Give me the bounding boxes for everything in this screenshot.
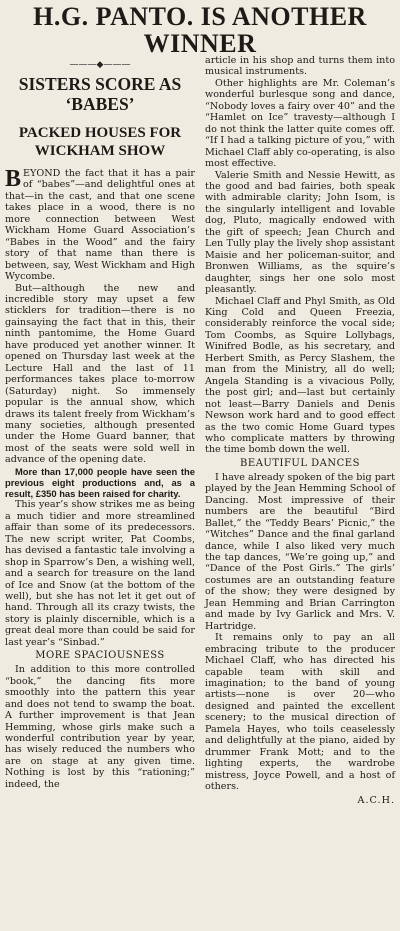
paragraph: Michael Claff and Phyl Smith, as Old King Cold and Queen Freezia, considerably reinforce the vocal side; Tom Coombs, as Squire Lollybags, Winifred Bodle, as his secretary, and Herbert Smith, as Percy Slashem, the man from the Ministry, all do well; Angela Standing is a vivacious Polly, the post girl; and—last but certainly not least—Barry Daniels and Denis Newson work hard and to good effect as the two comic Home Guard types who complicate matters by throwing the time bomb down the well.	[205, 295, 395, 456]
paragraph: In addition to this more controlled “book,” the dancing fits more smoothly into the pattern this year and does not tend to swamp the boat. A further improvement is that Jean Hemming, whose girls make such a wonderful contribution year by year, has wisely reduced the numbers who are on stage at any given time. Nothing is lost by this “rationing;” indeed, the	[5, 664, 195, 790]
ornament-rule: ———◆———	[69, 60, 131, 70]
author-signature: A.C.H.	[357, 794, 395, 806]
headline-line-1: H.G. PANTO. IS ANOTHER	[33, 2, 367, 31]
subhead-sisters: SISTERS SCORE AS ‘BABES’	[18, 74, 182, 114]
paragraph: Other highlights are Mr. Coleman’s wonderful burlesque song and dance, “Nobody loves a fairy over 40” and the “Hamlet on Ice” travesty—although I do not think the latter quite comes off. “If I had a talking picture of you,” with Michael Claff ably co-operating, is also most effective.	[205, 77, 395, 170]
paragraph	[5, 168, 195, 283]
paragraph: It remains only to pay an all embracing tribute to the producer Michael Claff, who has directed his capable team with skill and imagination; to the band of young artists—none is over 20—who designed and painted the excellent scenery; to the musical direction of Pamela Hayes, who toils ceaselessly and delightfully at the piano, aided by drummer Frank Mott; and to the lighting experts, the wardrobe mistress, Joyce Powell, and a host of others.	[205, 632, 395, 793]
paragraph: I have already spoken of the big part played by the Jean Hemming School of Dancing. Most impressive of their numbers are the beautiful “Bird Ballet,” the “Teddy Bears’ Picnic,” the “Witches” Dance and the final garland dance, while I also liked very much the tap dances, “We’re going up,” and “Dance of the Post Girls.” The girls’ costumes are an outstanding feature of the show; they were designed by Jean Hemming and Brian Carrington and made by Ivy Garlick and Mrs. V. Hartridge.	[205, 471, 395, 632]
paragraph: Valerie Smith and Nessie Hewitt, as the good and bad fairies, both speak with admirable clarity; John Isom, is the singularly intelligent and lovable dog, Pluto, magically endowed with the gift of speech; Jean Church and Len Tully play the lively shop assistant Maisie and her policeman-suitor, and Bronwen Williams, as the squire’s daughter, sings her one solo most pleasantly.	[205, 169, 395, 296]
right-column	[205, 55, 395, 806]
paragraph-text: EYOND the fact that it has a pair of “babes”—and delightful ones at that—in the cast, and that one scene takes place in a wood, there is no more connection between West Wickham Home Guard Association’s “Babes in the Wood” and the fairy story of that name than there is between, say, West Wickham and High Wycombe.	[5, 168, 195, 283]
section-heading-spaciousness: MORE SPACIOUSNESS	[35, 650, 165, 662]
paragraph: But—although the new and incredible story may upset a few sticklers for tradition—there is no gainsaying the fact that in this, their ninth pantomime, the Home Guard have produced yet another winner. It opened on Thursday last week at the Lecture Hall and the last of 11 performances takes place to-morrow (Saturday) night. So immensely popular is the annual show, which draws its talent freely from Wickham’s many societies, although presented under the Home Guard banner, that most of the seats were sold well in advance of the opening date.	[5, 282, 195, 466]
paragraph: article in his shop and turns them into musical instruments.	[205, 55, 395, 78]
drop-cap: B	[5, 166, 22, 192]
section-heading-dances: BEAUTIFUL DANCES	[240, 457, 360, 469]
subhead-packed-houses: PACKED HOUSES FOR WICKHAM SHOW	[18, 125, 182, 159]
paragraph: This year’s show strikes me as being a much tidier and more streamlined affair than some of its predecessors. The new script writer, Pat Coombs, has devised a fantastic tale involving a shop in Sparrow’s Den, a wishing well, and a search for treasure on the land of Ice and Snow (at the bottom of the well), but she has not let it get out of hand. Through all its crazy twists, the story is plainly discernible, which is a great deal more than could be said for last year’s “Sinbad.”	[5, 499, 195, 648]
left-column	[5, 60, 195, 790]
bold-paragraph: More than 17,000 people have seen the previous eight productions and, as a result, £350 has been raised for charity.	[5, 465, 195, 500]
headline	[4, 3, 396, 57]
headline-line-2: WINNER	[143, 29, 257, 58]
